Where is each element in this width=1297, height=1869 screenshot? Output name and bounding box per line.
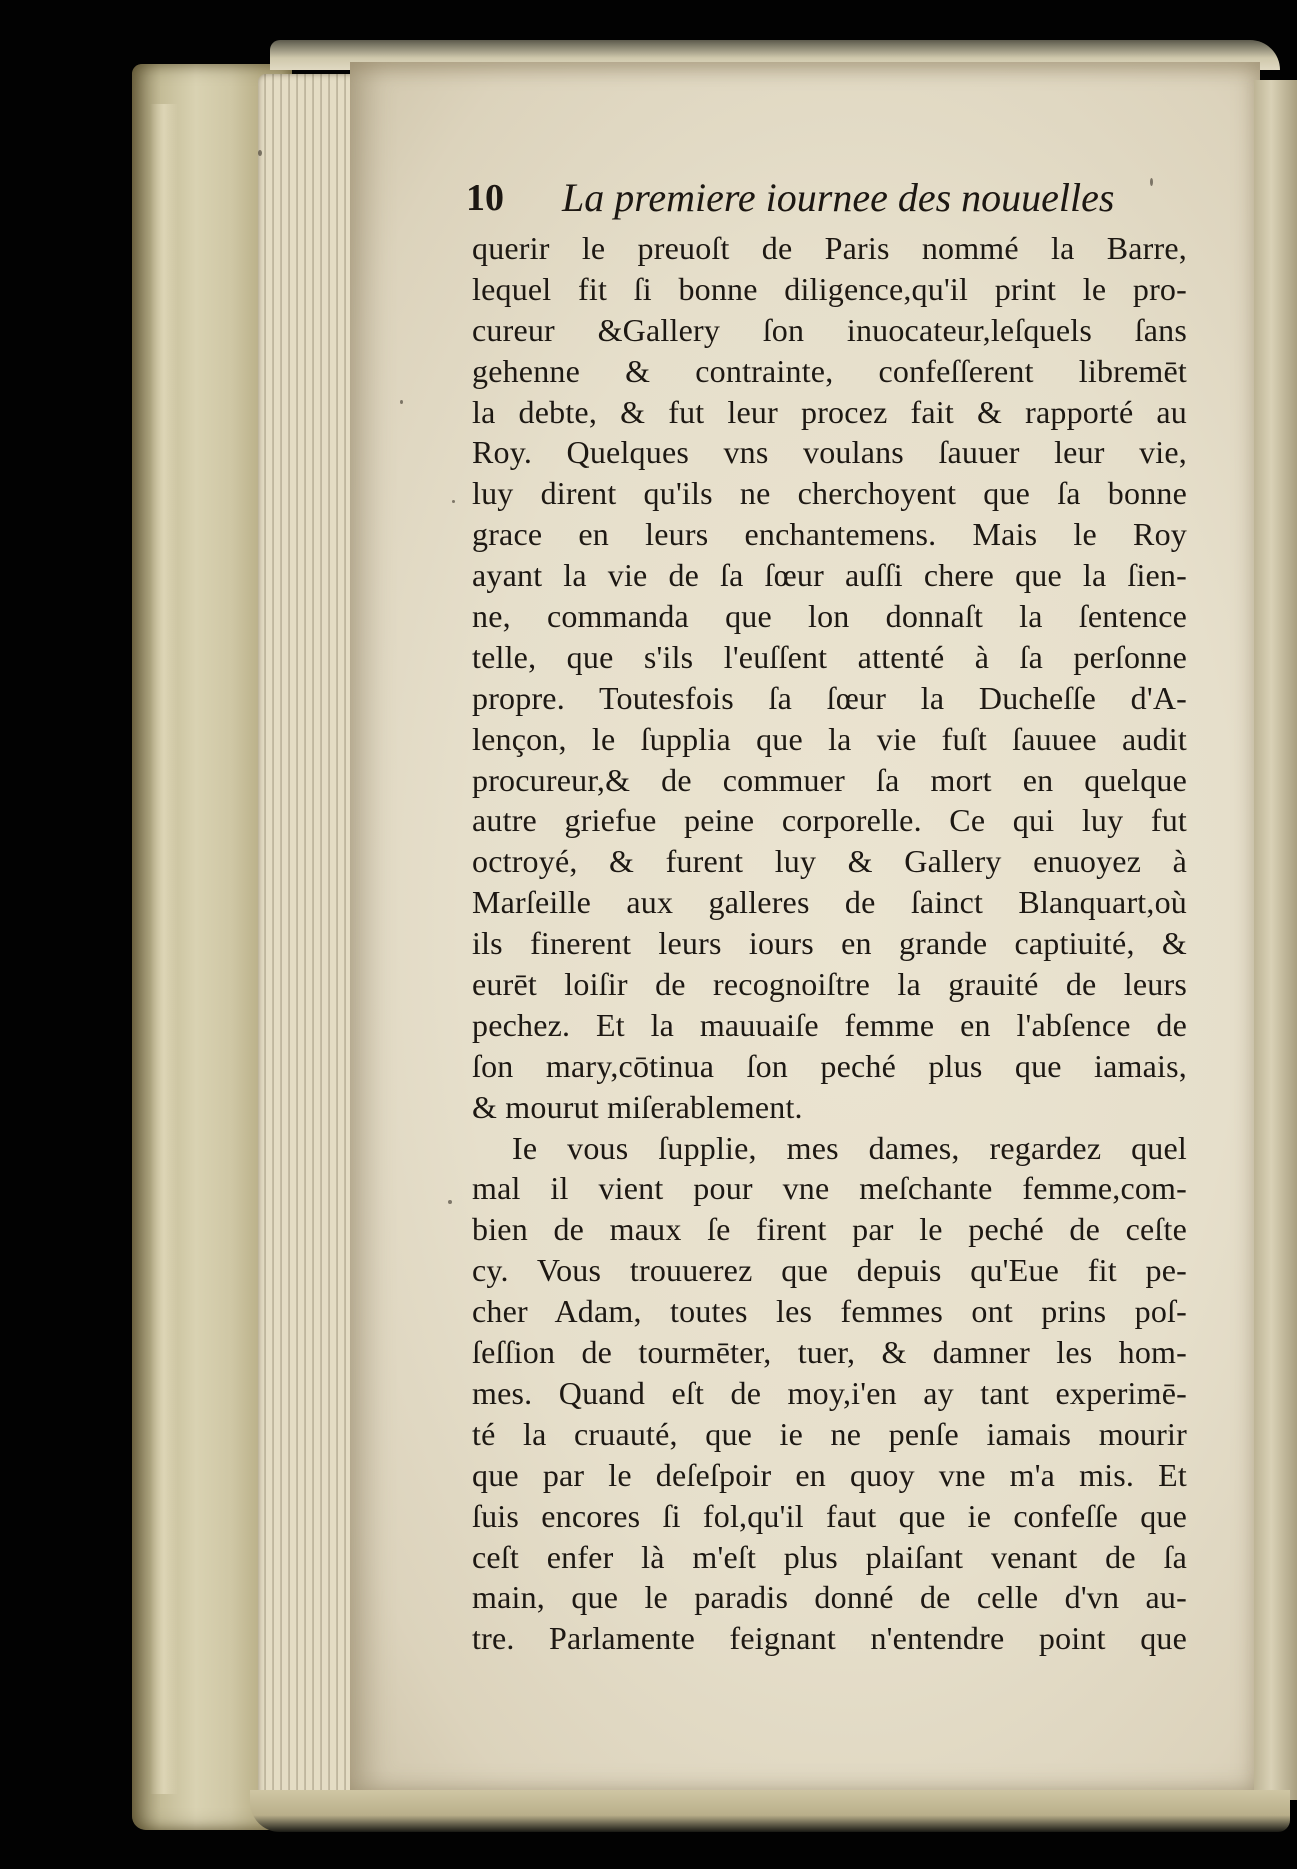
speck [1150,178,1153,186]
text-line: ſon mary,cōtinua ſon peché plus que iamais, [472,1047,1187,1084]
text-line: telle, que s'ils l'euſſent attenté à ſa perſonne [472,638,1187,675]
text-line: procureur,& de commuer ſa mort en quelque [472,761,1187,798]
text-line: tre. Parlamente feignant n'entendre point que [472,1620,1187,1657]
text-line: Roy. Quelques vns voulans ſauuer leur vie, [472,434,1187,471]
text-line: ceſt enfer là m'eſt plus plaiſant venant de ſa [472,1538,1187,1575]
text-line: main, que le paradis donné de celle d'vn au- [472,1579,1187,1616]
text-line: Marſeille aux galleres de ſainct Blanquart,où [472,884,1187,921]
text-line: querir le preuoſt de Paris nommé la Barre, [472,230,1187,266]
text-line: la debte, & fut leur procez fait & rapporté au [472,393,1187,430]
text-line: lençon, le ſupplia que la vie fuſt ſauuee audit [472,720,1187,757]
speck [448,1200,452,1204]
text-line: té la cruauté, que ie ne penſe iamais mourir [472,1415,1187,1452]
text-line: cy. Vous trouuerez que depuis qu'Eue fit pe- [472,1252,1187,1289]
text-line: gehenne & contrainte, confeſſerent libremēt [472,352,1187,389]
text-line: grace en leurs enchantemens. Mais le Roy [472,516,1187,553]
text-line: bien de maux ſe firent par le peché de ceſte [472,1211,1187,1248]
right-page-edge [1254,80,1297,1800]
text-line: pechez. Et la mauuaiſe femme en l'abſence de [472,1006,1187,1043]
running-title: La premiere iournee des nouuelles [562,175,1115,220]
text-line: cher Adam, toutes les femmes ont prins poſ- [472,1293,1187,1330]
text-line: ſeſſion de tourmēter, tuer, & damner les hom- [472,1334,1187,1371]
text-line: que par le deſeſpoir en quoy vne m'a mis. Et [472,1456,1187,1493]
text-line: ſuis encores ſi fol,qu'il faut que ie confeſſe que [472,1497,1187,1534]
text-line: octroyé, & furent luy & Gallery enuoyez à [472,843,1187,880]
text-line: ils finerent leurs iours en grande captiuité, & [472,925,1187,962]
text-line: eurēt loiſir de recognoiſtre la grauité de leurs [472,966,1187,1003]
text-line: mes. Quand eſt de moy,i'en ay tant experimē- [472,1374,1187,1411]
text-line: cureur &Gallery ſon inuocateur,leſquels ſans [472,311,1187,348]
cover-fold [150,104,178,1794]
text-line: propre. Toutesfois ſa ſœur la Ducheſſe d'A- [472,679,1187,716]
text-line: & mourut miſerablement. [472,1088,803,1125]
text-line: ne, commanda que lon donnaſt la ſentence [472,598,1187,635]
text-line: luy dirent qu'ils ne cherchoyent que ſa bonne [472,475,1187,512]
text-line: lequel fit ſi bonne diligence,qu'il print le pro- [472,270,1187,307]
text-line: autre griefue peine corporelle. Ce qui luy fut [472,802,1187,839]
page-number: 10 [466,177,504,219]
running-header [466,176,1166,236]
text-line: Ie vous ſupplie, mes dames, regardez quel [512,1129,1187,1166]
text-line: mal il vient pour vne meſchante femme,com- [472,1170,1187,1207]
text-line: ayant la vie de ſa ſœur auſſi chere que la ſien- [472,557,1187,594]
body-text [472,228,1187,1659]
speck [452,500,455,503]
speck [258,150,262,156]
bottom-cover-fold [250,1790,1290,1832]
speck [400,400,403,404]
